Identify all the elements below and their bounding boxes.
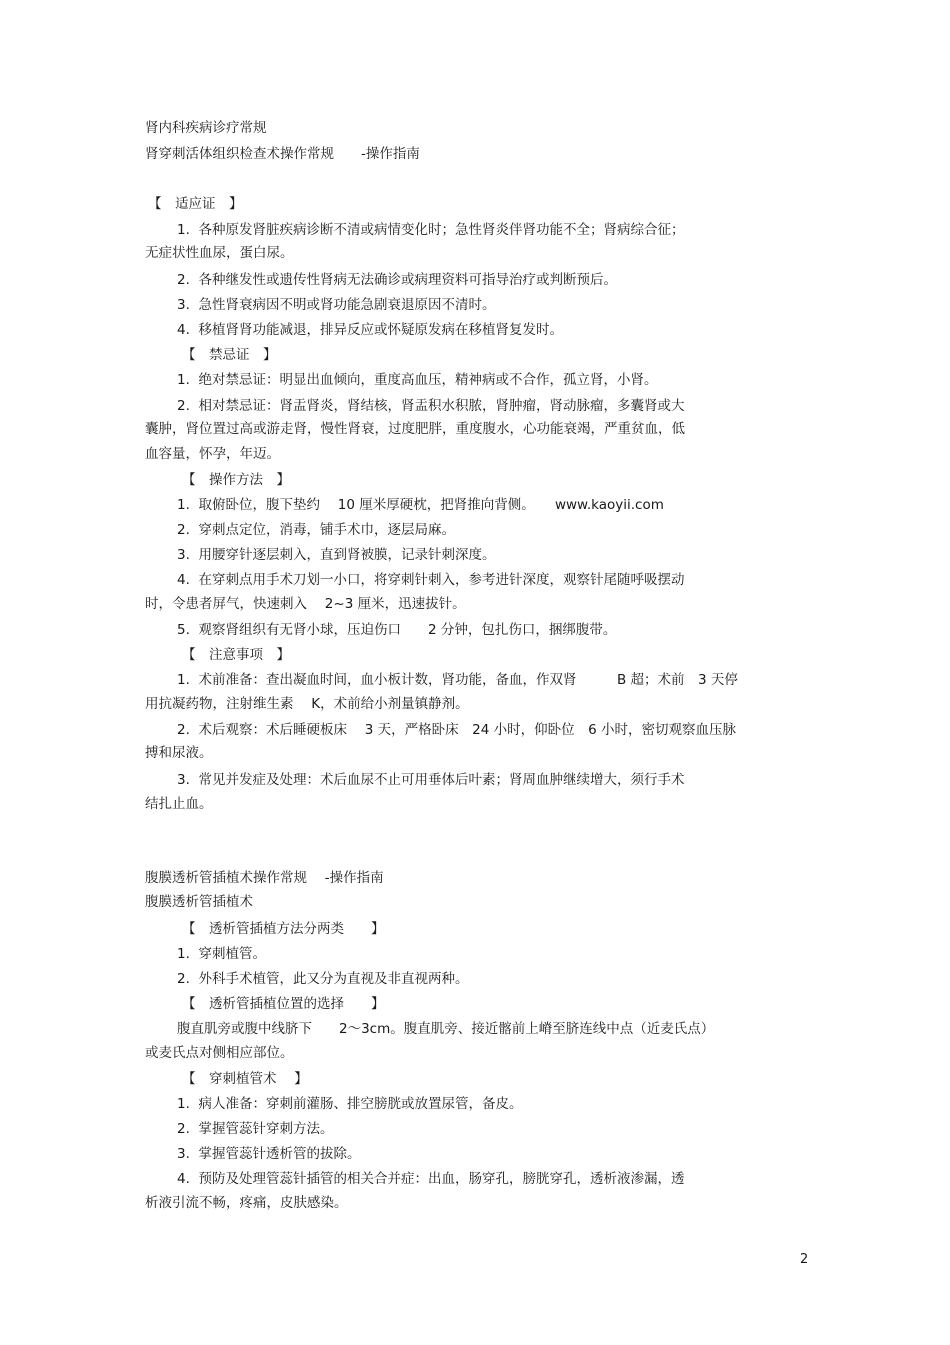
methods-heading: 【 透析管插植方法分两类 】: [182, 921, 385, 937]
position-heading: 【 透析管插植位置的选择 】: [182, 996, 385, 1012]
indications-item-1-line-1: 1. 各种原发肾脏疾病诊断不清或病情变化时；急性肾炎伴肾功能不全；肾病综合征；: [177, 222, 685, 238]
methods-item-2: 2. 外科手术植管，此又分为直视及非直视两种。: [177, 971, 469, 987]
procedure-item-1: 1. 取俯卧位，腹下垫约 10 厘米厚硬枕，把肾推向背侧。 www.kaoyii.com: [177, 497, 664, 513]
notes-item-2-line-2: 搏和尿液。: [145, 745, 213, 761]
puncture-item-2: 2. 掌握管蕊针穿刺方法。: [177, 1121, 334, 1137]
puncture-heading: 【 穿刺植管术 】: [182, 1071, 308, 1087]
procedure-item-4-line-1: 4. 在穿刺点用手术刀划一小口，将穿刺针刺入，参考进针深度，观察针尾随呼吸摆动: [177, 572, 685, 588]
notes-item-1-line-1: 1. 术前准备：查出凝血时间，血小板计数，肾功能，备血，作双肾 B 超；术前 3 天停: [177, 672, 738, 688]
notes-item-3-line-2: 结扎止血。: [145, 796, 213, 812]
document-header-title: 肾内科疾病诊疗常规: [145, 120, 267, 136]
notes-item-2-line-1: 2. 术后观察：术后睡硬板床 3 天，严格卧床 24 小时，仰卧位 6 小时，密切观察血压脉: [177, 722, 736, 738]
puncture-item-3: 3. 掌握管蕊针透析管的拔除。: [177, 1146, 361, 1162]
contraindications-heading: 【 禁忌证 】: [182, 347, 277, 363]
notes-item-1-line-2: 用抗凝药物，注射维生素 K，术前给小剂量镇静剂。: [145, 696, 469, 712]
notes-item-3-line-1: 3. 常见并发症及处理：术后血尿不止可用垂体后叶素；肾周血肿继续增大，须行手术: [177, 772, 685, 788]
page-number: 2: [800, 1252, 809, 1267]
section-title: 腹膜透析管插植术操作常规 -操作指南: [145, 870, 384, 886]
puncture-item-1: 1. 病人准备：穿刺前灌肠、排空膀胱或放置尿管，备皮。: [177, 1096, 523, 1112]
procedure-item-2: 2. 穿刺点定位，消毒，铺手术巾，逐层局麻。: [177, 522, 455, 538]
methods-item-1: 1. 穿刺植管。: [177, 946, 266, 962]
procedure-item-4-line-2: 时，令患者屏气，快速刺入 2~3 厘米，迅速拔针。: [145, 596, 466, 612]
position-text-line-1: 腹直肌旁或腹中线脐下 2～3cm。腹直肌旁、接近髂前上嵴至脐连线中点（近麦氏点）: [177, 1021, 715, 1037]
position-text-line-2: 或麦氏点对侧相应部位。: [145, 1045, 294, 1061]
indications-item-4: 4. 移植肾肾功能减退，排异反应或怀疑原发病在移植肾复发时。: [177, 322, 563, 338]
notes-heading: 【 注意事项 】: [182, 647, 290, 663]
contraindications-item-1: 1. 绝对禁忌证：明显出血倾向，重度高血压，精神病或不合作，孤立肾，小肾。: [177, 372, 658, 388]
contraindications-item-2-line-3: 血容量，怀孕，年迈。: [145, 446, 280, 462]
section-subtitle: 腹膜透析管插植术: [145, 894, 253, 910]
puncture-item-4-line-2: 析液引流不畅，疼痛，皮肤感染。: [145, 1195, 348, 1211]
indications-item-1-line-2: 无症状性血尿，蛋白尿。: [145, 245, 294, 261]
puncture-item-4-line-1: 4. 预防及处理管蕊针插管的相关合并症：出血，肠穿孔，膀胱穿孔，透析液渗漏，透: [177, 1171, 685, 1187]
contraindications-item-2-line-1: 2. 相对禁忌证：肾盂肾炎，肾结核，肾盂积水积脓，肾肿瘤，肾动脉瘤，多囊肾或大: [177, 398, 685, 414]
contraindications-item-2-line-2: 囊肿，肾位置过高或游走肾，慢性肾衰，过度肥胖，重度腹水，心功能衰竭，严重贫血，低: [145, 421, 685, 437]
procedure-item-5: 5. 观察肾组织有无肾小球，压迫伤口 2 分钟，包扎伤口，捆绑腹带。: [177, 622, 617, 638]
procedure-item-3: 3. 用腰穿针逐层刺入，直到肾被膜，记录针刺深度。: [177, 547, 496, 563]
indications-heading: 【 适应证 】: [148, 196, 243, 212]
indications-item-2: 2. 各种继发性或遗传性肾病无法确诊或病理资料可指导治疗或判断预后。: [177, 272, 617, 288]
section-title: 肾穿刺活体组织检查术操作常规 -操作指南: [145, 146, 420, 162]
indications-item-3: 3. 急性肾衰病因不明或肾功能急剧衰退原因不清时。: [177, 297, 496, 313]
procedure-heading: 【 操作方法 】: [182, 472, 290, 488]
